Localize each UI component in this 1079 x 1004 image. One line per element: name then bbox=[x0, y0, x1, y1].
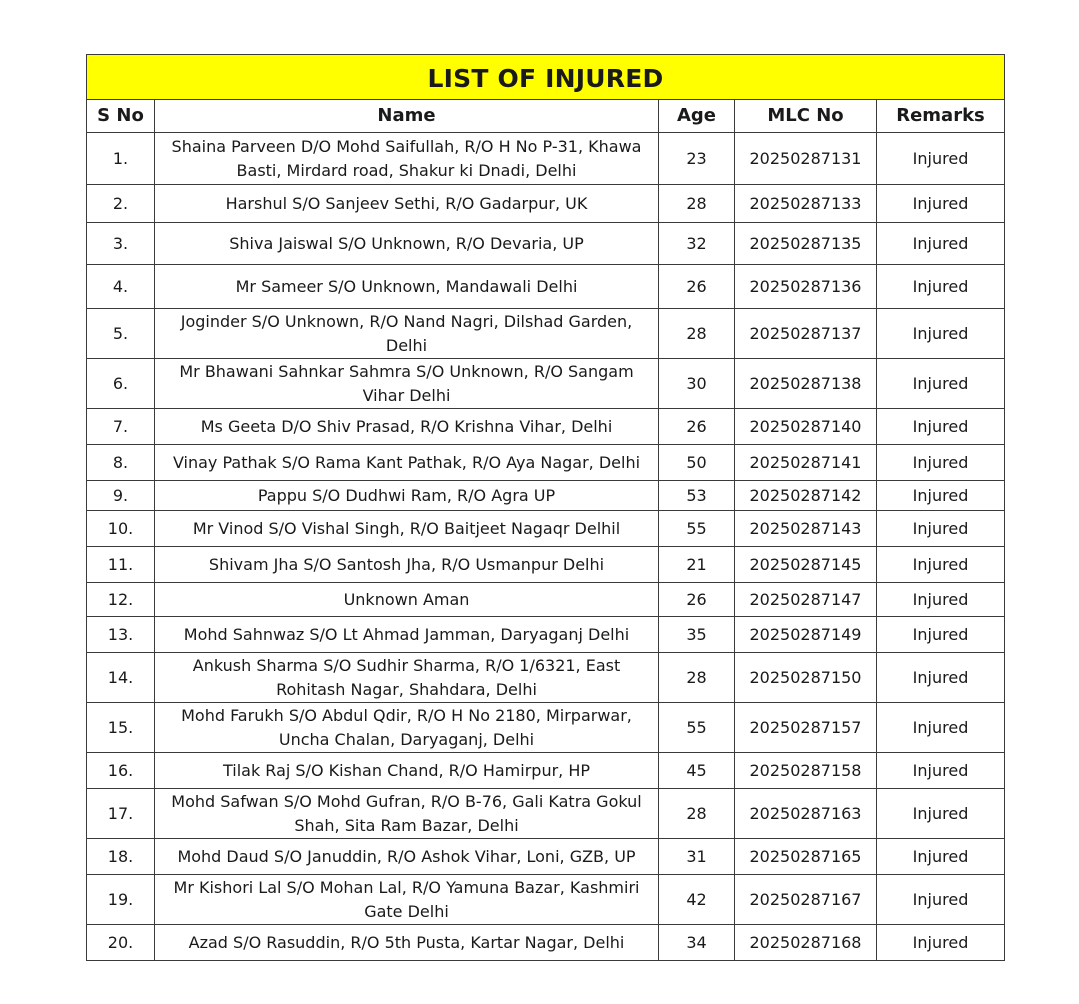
cell-name: Shaina Parveen D/O Mohd Saifullah, R/O H No P-31, Khawa Basti, Mirdard road, Shakur ki Dnadi, Delhi bbox=[155, 133, 659, 185]
cell-name: Pappu S/O Dudhwi Ram, R/O Agra UP bbox=[155, 481, 659, 511]
cell-remarks: Injured bbox=[877, 703, 1005, 753]
cell-mlc: 20250287149 bbox=[735, 617, 877, 653]
cell-remarks: Injured bbox=[877, 223, 1005, 265]
cell-remarks: Injured bbox=[877, 925, 1005, 961]
table-row bbox=[87, 265, 1005, 309]
cell-remarks: Injured bbox=[877, 133, 1005, 185]
cell-age: 28 bbox=[659, 789, 735, 839]
injured-list-table bbox=[86, 54, 1005, 961]
cell-mlc: 20250287136 bbox=[735, 265, 877, 309]
cell-mlc: 20250287133 bbox=[735, 185, 877, 223]
cell-name: Joginder S/O Unknown, R/O Nand Nagri, Dilshad Garden, Delhi bbox=[155, 309, 659, 359]
cell-remarks: Injured bbox=[877, 445, 1005, 481]
cell-age: 34 bbox=[659, 925, 735, 961]
cell-mlc: 20250287145 bbox=[735, 547, 877, 583]
cell-sno: 14. bbox=[87, 653, 155, 703]
cell-mlc: 20250287141 bbox=[735, 445, 877, 481]
table-row bbox=[87, 875, 1005, 925]
table-row bbox=[87, 703, 1005, 753]
cell-sno: 6. bbox=[87, 359, 155, 409]
column-header-sno: S No bbox=[87, 100, 155, 133]
cell-mlc: 20250287147 bbox=[735, 583, 877, 617]
cell-sno: 16. bbox=[87, 753, 155, 789]
table-row bbox=[87, 653, 1005, 703]
cell-mlc: 20250287138 bbox=[735, 359, 877, 409]
cell-name: Mr Sameer S/O Unknown, Mandawali Delhi bbox=[155, 265, 659, 309]
cell-remarks: Injured bbox=[877, 653, 1005, 703]
cell-remarks: Injured bbox=[877, 481, 1005, 511]
cell-sno: 5. bbox=[87, 309, 155, 359]
cell-remarks: Injured bbox=[877, 409, 1005, 445]
cell-name: Unknown Aman bbox=[155, 583, 659, 617]
cell-sno: 13. bbox=[87, 617, 155, 653]
table-row bbox=[87, 547, 1005, 583]
cell-age: 23 bbox=[659, 133, 735, 185]
cell-name: Mr Kishori Lal S/O Mohan Lal, R/O Yamuna Bazar, Kashmiri Gate Delhi bbox=[155, 875, 659, 925]
cell-sno: 18. bbox=[87, 839, 155, 875]
cell-age: 30 bbox=[659, 359, 735, 409]
cell-remarks: Injured bbox=[877, 839, 1005, 875]
cell-remarks: Injured bbox=[877, 583, 1005, 617]
cell-name: Tilak Raj S/O Kishan Chand, R/O Hamirpur, HP bbox=[155, 753, 659, 789]
cell-name: Mohd Daud S/O Januddin, R/O Ashok Vihar, Loni, GZB, UP bbox=[155, 839, 659, 875]
cell-remarks: Injured bbox=[877, 265, 1005, 309]
table-row bbox=[87, 409, 1005, 445]
cell-age: 42 bbox=[659, 875, 735, 925]
table-row bbox=[87, 789, 1005, 839]
cell-sno: 1. bbox=[87, 133, 155, 185]
table-row bbox=[87, 359, 1005, 409]
column-header-mlc: MLC No bbox=[735, 100, 877, 133]
cell-age: 55 bbox=[659, 703, 735, 753]
cell-age: 55 bbox=[659, 511, 735, 547]
cell-remarks: Injured bbox=[877, 753, 1005, 789]
cell-sno: 15. bbox=[87, 703, 155, 753]
cell-age: 28 bbox=[659, 653, 735, 703]
column-header-remarks: Remarks bbox=[877, 100, 1005, 133]
table-row bbox=[87, 839, 1005, 875]
table-row bbox=[87, 481, 1005, 511]
table-row bbox=[87, 617, 1005, 653]
cell-remarks: Injured bbox=[877, 185, 1005, 223]
cell-name: Mr Vinod S/O Vishal Singh, R/O Baitjeet Nagaqr Delhil bbox=[155, 511, 659, 547]
cell-name: Ankush Sharma S/O Sudhir Sharma, R/O 1/6321, East Rohitash Nagar, Shahdara, Delhi bbox=[155, 653, 659, 703]
cell-name: Shivam Jha S/O Santosh Jha, R/O Usmanpur Delhi bbox=[155, 547, 659, 583]
cell-mlc: 20250287131 bbox=[735, 133, 877, 185]
table-row bbox=[87, 223, 1005, 265]
table-row bbox=[87, 753, 1005, 789]
cell-remarks: Injured bbox=[877, 789, 1005, 839]
cell-name: Ms Geeta D/O Shiv Prasad, R/O Krishna Vihar, Delhi bbox=[155, 409, 659, 445]
cell-sno: 19. bbox=[87, 875, 155, 925]
cell-sno: 12. bbox=[87, 583, 155, 617]
title-row bbox=[87, 55, 1005, 100]
table-title: LIST OF INJURED bbox=[87, 55, 1005, 100]
cell-age: 26 bbox=[659, 409, 735, 445]
table-row bbox=[87, 445, 1005, 481]
cell-remarks: Injured bbox=[877, 875, 1005, 925]
cell-sno: 20. bbox=[87, 925, 155, 961]
column-header-name: Name bbox=[155, 100, 659, 133]
cell-remarks: Injured bbox=[877, 547, 1005, 583]
cell-sno: 17. bbox=[87, 789, 155, 839]
table-row bbox=[87, 185, 1005, 223]
cell-name: Mohd Farukh S/O Abdul Qdir, R/O H No 2180, Mirparwar, Uncha Chalan, Daryaganj, Delhi bbox=[155, 703, 659, 753]
table-row bbox=[87, 925, 1005, 961]
table-row bbox=[87, 309, 1005, 359]
cell-mlc: 20250287137 bbox=[735, 309, 877, 359]
cell-age: 31 bbox=[659, 839, 735, 875]
table-row bbox=[87, 511, 1005, 547]
cell-mlc: 20250287142 bbox=[735, 481, 877, 511]
cell-name: Harshul S/O Sanjeev Sethi, R/O Gadarpur, UK bbox=[155, 185, 659, 223]
cell-name: Mohd Safwan S/O Mohd Gufran, R/O B-76, Gali Katra Gokul Shah, Sita Ram Bazar, Delhi bbox=[155, 789, 659, 839]
cell-mlc: 20250287158 bbox=[735, 753, 877, 789]
table-row bbox=[87, 583, 1005, 617]
cell-sno: 4. bbox=[87, 265, 155, 309]
column-header-age: Age bbox=[659, 100, 735, 133]
cell-sno: 9. bbox=[87, 481, 155, 511]
cell-mlc: 20250287150 bbox=[735, 653, 877, 703]
cell-age: 45 bbox=[659, 753, 735, 789]
cell-age: 35 bbox=[659, 617, 735, 653]
cell-mlc: 20250287165 bbox=[735, 839, 877, 875]
table-row bbox=[87, 133, 1005, 185]
cell-age: 26 bbox=[659, 265, 735, 309]
cell-mlc: 20250287163 bbox=[735, 789, 877, 839]
cell-remarks: Injured bbox=[877, 617, 1005, 653]
cell-age: 28 bbox=[659, 185, 735, 223]
cell-name: Azad S/O Rasuddin, R/O 5th Pusta, Kartar Nagar, Delhi bbox=[155, 925, 659, 961]
cell-mlc: 20250287167 bbox=[735, 875, 877, 925]
cell-age: 28 bbox=[659, 309, 735, 359]
cell-remarks: Injured bbox=[877, 359, 1005, 409]
cell-sno: 10. bbox=[87, 511, 155, 547]
cell-sno: 11. bbox=[87, 547, 155, 583]
cell-name: Vinay Pathak S/O Rama Kant Pathak, R/O Aya Nagar, Delhi bbox=[155, 445, 659, 481]
cell-remarks: Injured bbox=[877, 309, 1005, 359]
cell-name: Mr Bhawani Sahnkar Sahmra S/O Unknown, R/O Sangam Vihar Delhi bbox=[155, 359, 659, 409]
cell-age: 26 bbox=[659, 583, 735, 617]
cell-sno: 8. bbox=[87, 445, 155, 481]
header-row bbox=[87, 100, 1005, 133]
table-body bbox=[87, 133, 1005, 961]
cell-age: 21 bbox=[659, 547, 735, 583]
cell-name: Mohd Sahnwaz S/O Lt Ahmad Jamman, Daryaganj Delhi bbox=[155, 617, 659, 653]
cell-mlc: 20250287157 bbox=[735, 703, 877, 753]
cell-age: 53 bbox=[659, 481, 735, 511]
cell-sno: 3. bbox=[87, 223, 155, 265]
cell-sno: 2. bbox=[87, 185, 155, 223]
cell-remarks: Injured bbox=[877, 511, 1005, 547]
cell-age: 50 bbox=[659, 445, 735, 481]
cell-mlc: 20250287140 bbox=[735, 409, 877, 445]
cell-mlc: 20250287135 bbox=[735, 223, 877, 265]
cell-mlc: 20250287168 bbox=[735, 925, 877, 961]
cell-mlc: 20250287143 bbox=[735, 511, 877, 547]
cell-age: 32 bbox=[659, 223, 735, 265]
cell-sno: 7. bbox=[87, 409, 155, 445]
cell-name: Shiva Jaiswal S/O Unknown, R/O Devaria, UP bbox=[155, 223, 659, 265]
